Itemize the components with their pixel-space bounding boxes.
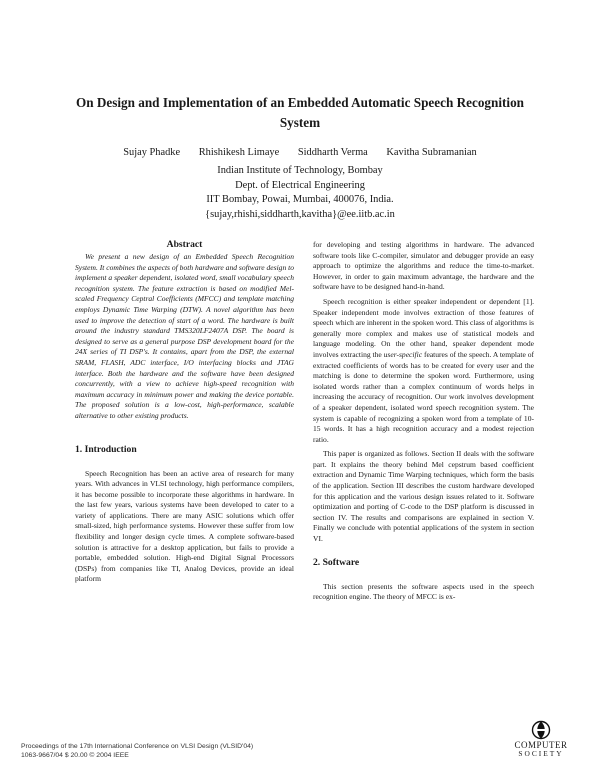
affiliation-block	[60, 164, 540, 222]
affiliation-line: Dept. of Electrical Engineering	[235, 179, 365, 191]
page-footer	[21, 742, 401, 760]
logo-text-society: SOCIETY	[518, 749, 564, 758]
affiliation-line: Indian Institute of Technology, Bombay	[217, 165, 383, 176]
body-paragraph: Speech Recognition has been an active area of research for many years. With advances in VLSI technology, high performance compilers, it has become possible to incorporate these algorithms in hardware. In the last few years, various systems have been developed to cater to a variety of applications. There are many ASIC solutions which offer small-sized, high performance systems. However these suffer from low flexibility and longer design cycle times. A complete software-based solution is attractive for a desktop application, but fails to provide a portable, embedded solution. High-end Digital Signal Processors (DSPs) from companies like TI, Analog Devices, provide an ideal platform	[75, 468, 294, 584]
author-name: Kavitha Subramanian	[386, 147, 477, 158]
body-paragraph: This section presents the software aspects used in the speech recognition engine. The theory of MFCC is ex-	[313, 581, 534, 602]
author-list	[60, 147, 540, 158]
emphasis-text: user-specific	[383, 349, 423, 359]
body-paragraph: Speech recognition is either speaker independent or dependent [1]. Speaker independent mode involves extraction of those features of speech which are inherent in the spoken word. This class of algorithms is generally more complex and makes use of statistical models and language modeling. On the other hand, speaker dependent mode involves extracting the user-specific features of the speech. A template of extracted coefficients of words has to be created for every user and the matching is done to determine the spoken word. Furthermore, using isolated words rather than a complex continuum of words helps in increasing the accuracy of recognition. Our work involves development of a speaker dependent, isolated word speech recognition system. The system is capable of recognizing a spoken word from a template of 10-15 words. It has a high recognition accuracy and a modest rejection ratio.	[313, 296, 534, 444]
abstract-text: We present a new design of an Embedded Speech Recognition System. It combines the aspects of both hardware and software design to implement a speaker dependent, isolated word, small vocabulary speech recognition system. The feature extraction is based on modified Mel-scaled Frequency Ceptral Coefficients (MFCC) and template matching employs Dynamic Time Warping (DTW). A novel algorithm has been used to improve the detection of start of a word. The hardware is built around the industry standard TMS320LF2407A DSP. The board is designed to serve as a general purpose DSP development board for the 24X series of TI DSP's. It contains, apart from the DSP, the external SRAM, FLASH, ADC interface, I/O interfacing blocks and JTAG interface. Both the hardware and the software have been designed concurrently, with a view to achieve high-speed recognition with maximum accuracy in minimum power and making the device portable. The proposed solution is a low-cost, high-performance, scalable alternative to other existing products.	[75, 252, 294, 420]
section-heading-software: 2. Software	[313, 556, 360, 568]
author-emails: {sujay,rhishi,siddharth,kavitha}@ee.iitb.ac.in	[205, 208, 395, 220]
computer-society-logo	[503, 720, 579, 766]
left-column	[75, 238, 294, 585]
paper-title: On Design and Implementation of an Embedded Automatic Speech Recognition System	[75, 95, 525, 130]
affiliation-line: IIT Bombay, Powai, Mumbai, 400076, India.	[206, 194, 394, 205]
right-column	[313, 240, 534, 603]
author-name: Siddharth Verma	[297, 147, 368, 158]
author-name: Rhishikesh Limaye	[198, 147, 280, 158]
body-paragraph: This paper is organized as follows. Section II deals with the software part. It explains the theory behind Mel cepstrum based coefficient extraction and Dynamic Time Warping techniques, which form the basis of the application. Section III describes the custom hardware developed for this application and the various design issues related to it. Software optimization and porting of C-code to the DSP platform is discussed in section IV. The results and comparisons are explained in section V. Finally we conclude with potential applications of the system in section VI.	[313, 449, 534, 544]
logo-text-computer: COMPUTER	[514, 740, 568, 750]
body-paragraph: for developing and testing algorithms in hardware. The advanced software tools like C-compiler, simulator and debugger provide an easy approach to optimize the algorithms and reduce the time-to-market. However, in order to gain maximum advantage, the hardware and the software have to be designed hand-in-hand.	[313, 240, 534, 292]
copyright-line: 1063-9667/04 $ 20.00 © 2004 IEEE	[21, 752, 129, 759]
author-name: Sujay Phadke	[123, 147, 181, 158]
abstract-heading: Abstract	[166, 239, 203, 250]
proceedings-line: Proceedings of the 17th International Conference on VLSI Design (VLSID'04)	[21, 743, 254, 750]
computer-society-logo-icon	[531, 720, 551, 740]
section-heading-introduction: 1. Introduction	[75, 443, 137, 455]
